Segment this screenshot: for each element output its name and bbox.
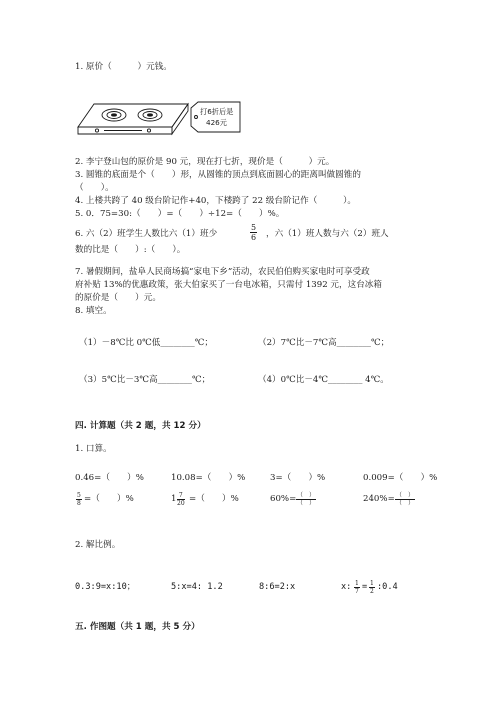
fraction-denominator: 6 [251, 233, 257, 242]
proportion-1: 0.3:9=x:10； [75, 582, 136, 592]
oral-calc-7-fraction [296, 492, 316, 507]
fraction-denominator: （ ） [396, 500, 415, 507]
fraction-numerator: 1 [370, 580, 374, 587]
question-8-item-1: （1）－8℃比 0℃低________℃； [79, 338, 213, 348]
proportion-4-fraction-2 [369, 580, 375, 595]
question-7-line3: 的原价是（ ）元。 [75, 293, 161, 303]
question-5: 5. 0．75=30:（ ）=（ ）÷12=（ ）%。 [75, 209, 285, 219]
question-3-cont: （ ）。 [75, 183, 114, 193]
fraction-numerator: （ ） [297, 492, 316, 499]
question-8-title: 8. 填空。 [75, 306, 112, 316]
oral-calc-5-tail: =（ ）% [84, 494, 134, 504]
oral-calc-6-whole: 1 [171, 494, 177, 504]
question-3: 3. 圆锥的底面是个（ ）形，从圆锥的顶点到底面圆心的距离叫做圆锥的 [75, 170, 361, 180]
question-2: 2. 李宁登山包的原价是 90 元，现在打七折，现价是（ ）元。 [75, 157, 335, 167]
price-tag-line2: 426元 [206, 118, 227, 127]
question-8-item-3: （3）5℃比－3℃高________℃； [79, 375, 211, 385]
oral-calc-8-fraction [395, 492, 415, 507]
oral-calc-6-fraction [177, 492, 185, 507]
oral-calc-5-fraction [76, 492, 82, 507]
price-tag-line1: 打6折后是 [200, 107, 234, 116]
question-8-item-2: （2）7℃比－7℃高________℃； [258, 338, 390, 348]
question-6-line2: 数的比是（ ）:（ ）。 [75, 245, 186, 255]
stove-drawing [78, 104, 188, 134]
proportion-3: 8:6=2:x [259, 582, 296, 592]
proportion-4-fraction-1 [354, 580, 360, 595]
question-4: 4. 上楼共跨了 40 级台阶记作+40，下楼跨了 22 级台阶记作（ ）。 [75, 196, 357, 206]
fraction-numerator: 5 [77, 492, 81, 499]
fraction-numerator: （ ） [396, 492, 415, 499]
fraction-numerator: 5 [251, 223, 257, 232]
question-8-item-4: （4）0℃比－4℃________ 4℃。 [258, 375, 389, 385]
fraction-denominator: 8 [77, 500, 81, 507]
section-4-q1-title: 1. 口算。 [75, 444, 112, 454]
section-4-title: 四. 计算题（共 2 题，共 12 分） [75, 421, 206, 431]
question-6-fraction [250, 223, 257, 242]
fraction-denominator: （ ） [297, 500, 316, 507]
fraction-denominator: 2 [370, 588, 374, 595]
proportion-4-equals: = [362, 582, 368, 592]
proportion-4-x: x: [341, 582, 352, 592]
oral-calc-1: 0.46=（ ）% [75, 473, 144, 483]
question-1: 1. 原价（ ）元钱。 [75, 62, 172, 72]
question-6-part1: 6. 六（2）班学生人数比六（1）班少 [75, 229, 218, 239]
fraction-denominator: 7 [355, 588, 359, 595]
stove-figure [70, 97, 245, 142]
fraction-denominator: 20 [177, 500, 185, 507]
fraction-numerator: 7 [178, 492, 183, 499]
fraction-numerator: 1 [355, 580, 359, 587]
section-5-title: 五. 作图题（共 1 题，共 5 分） [75, 622, 200, 632]
proportion-4-tail: :0.4 [377, 582, 398, 592]
question-7-line1: 7. 暑假期间，盐阜人民商场搞“家电下乡”活动，农民伯伯购买家电时可享受政 [75, 267, 370, 277]
question-6-part2: ，六（1）班人数与六（2）班人 [266, 229, 389, 239]
oral-calc-3: 3=（ ）% [270, 473, 326, 483]
section-4-q2-title: 2. 解比例。 [75, 540, 121, 550]
question-7-line2: 府补贴 13%的优惠政策，张大伯家买了一台电冰箱，只需付 1392 元，这台冰箱 [75, 280, 382, 290]
proportion-2: 5:x=4: 1.2 [171, 582, 223, 592]
oral-calc-6-tail: =（ ）% [189, 494, 239, 504]
oral-calc-7-head: 60%= [270, 494, 297, 504]
oral-calc-2: 10.08=（ ）% [171, 473, 246, 483]
oral-calc-8-head: 240%= [363, 494, 395, 504]
oral-calc-4: 0.009=（ ）% [363, 473, 438, 483]
